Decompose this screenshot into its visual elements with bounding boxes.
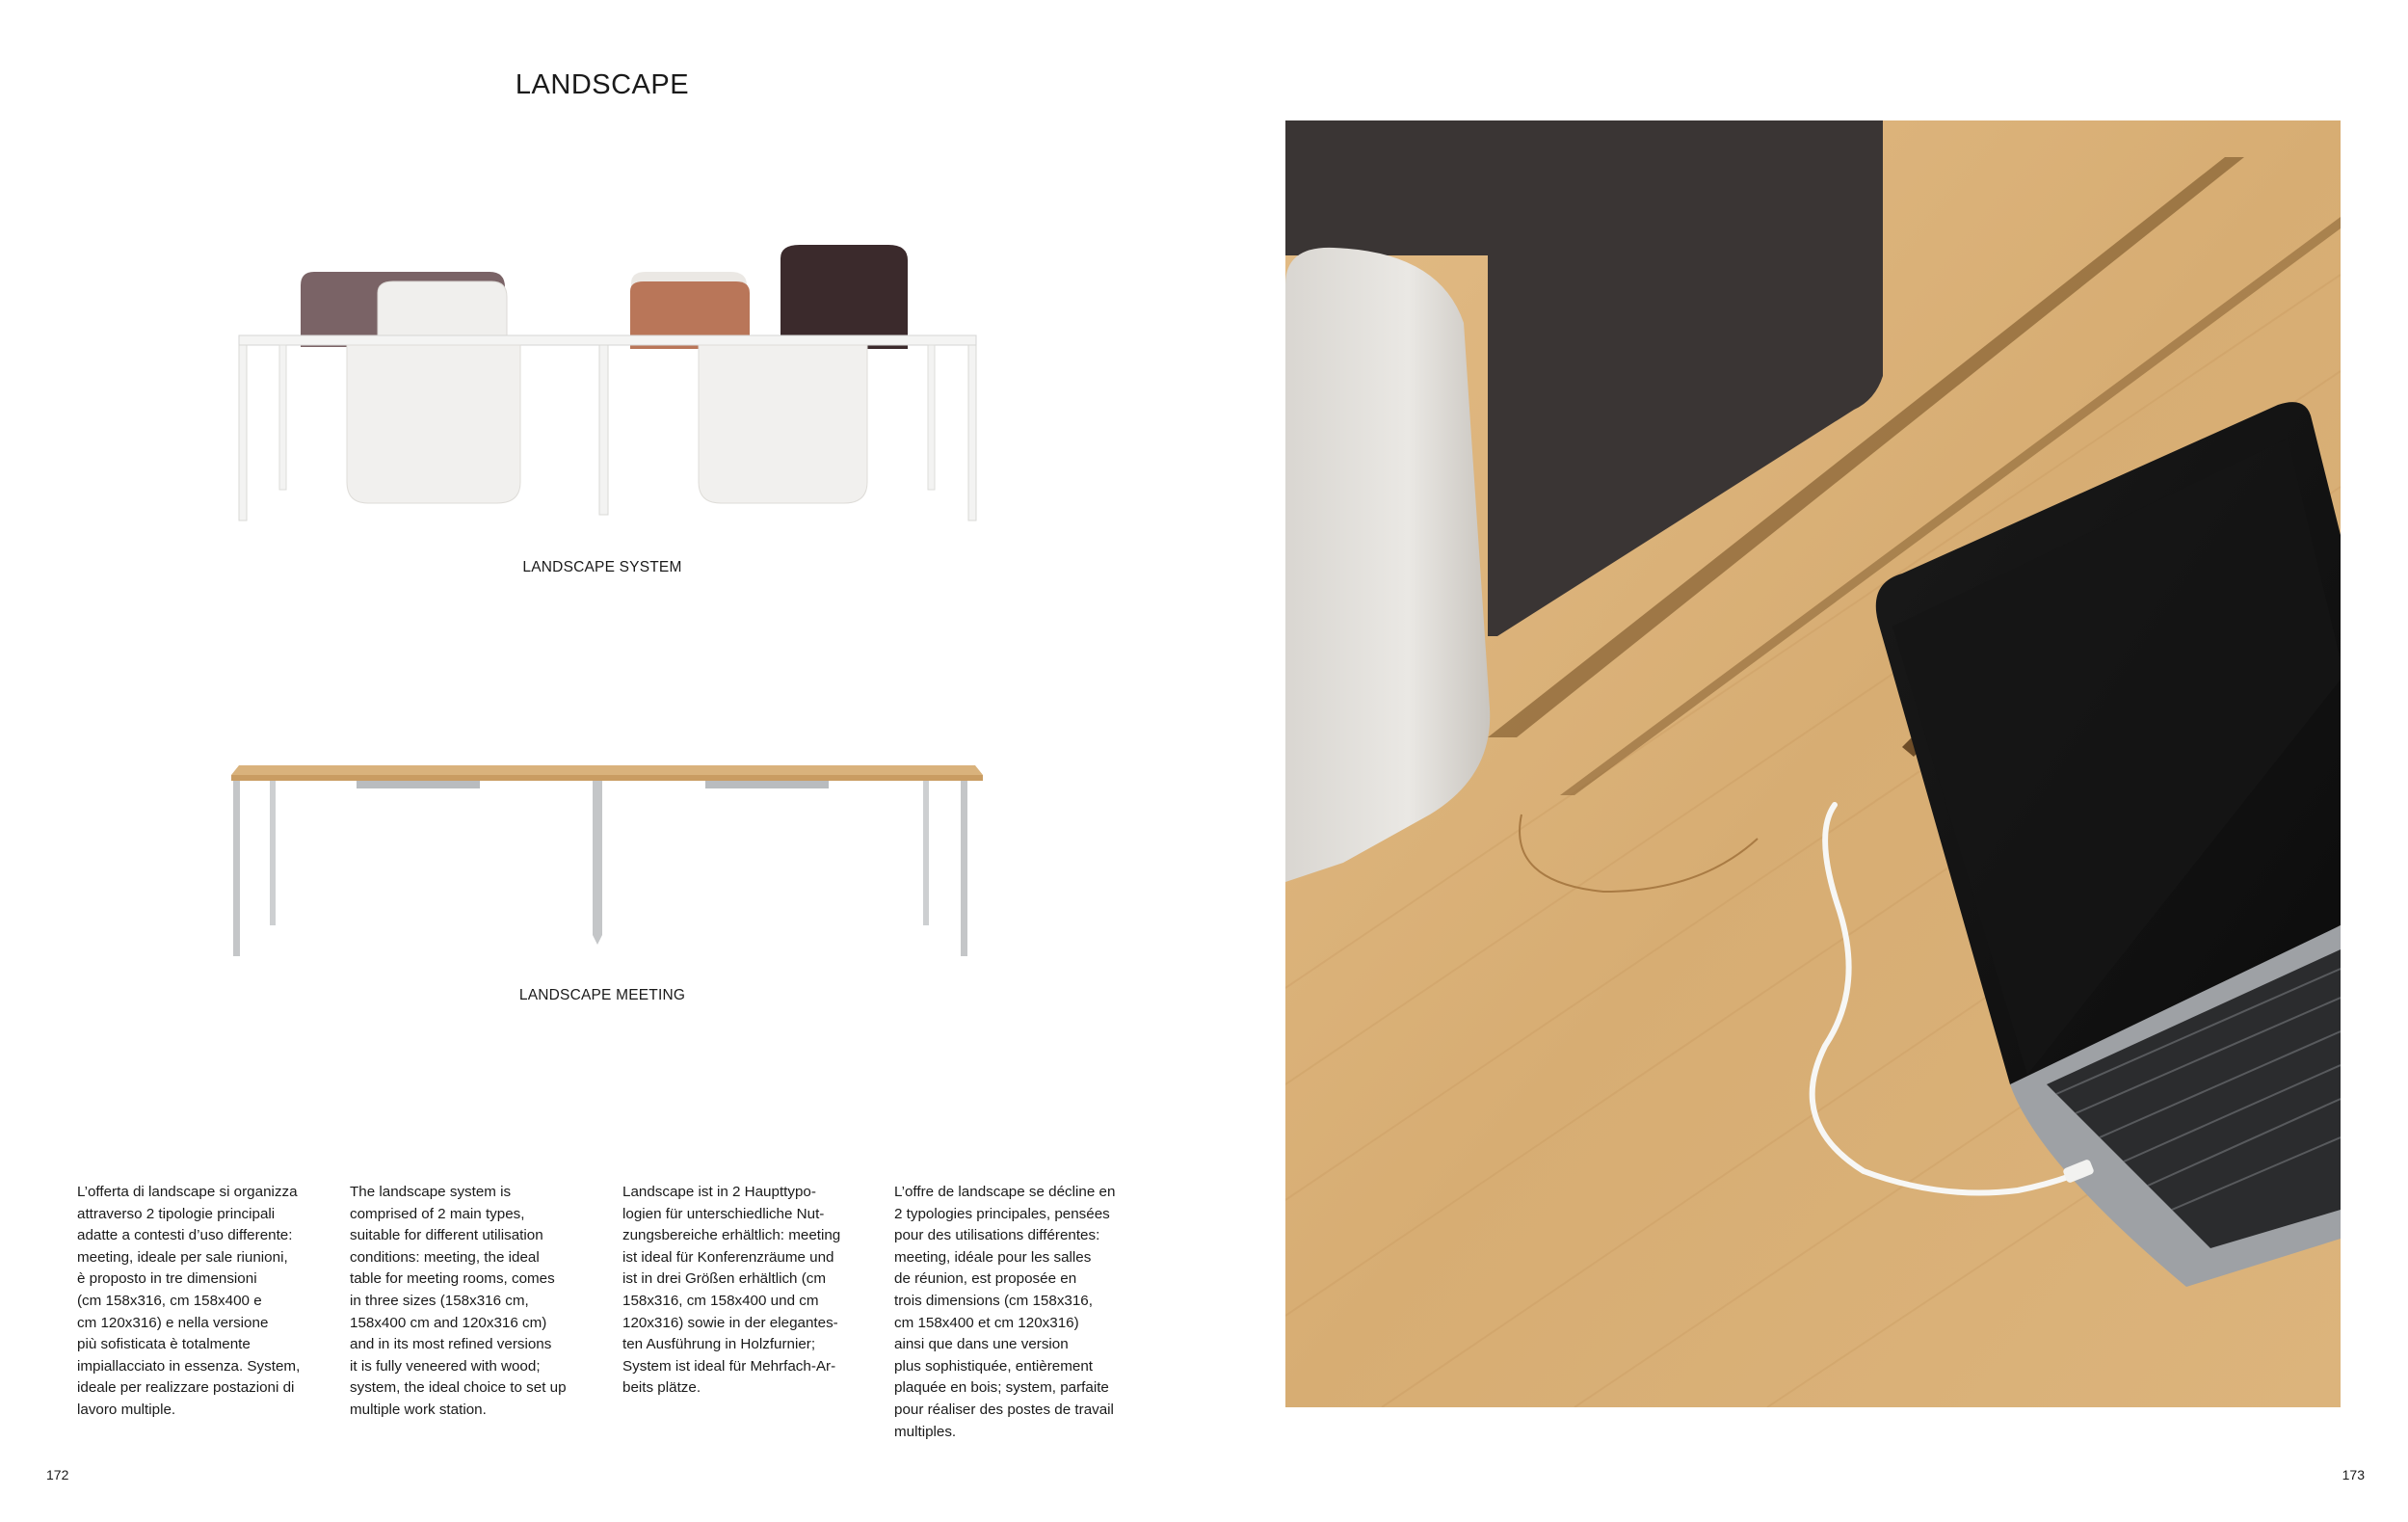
- meeting-oak-tabletop: [231, 765, 983, 775]
- system-leg: [928, 345, 935, 490]
- white-shell-screen: [1285, 248, 1490, 882]
- caption-landscape-system: LANDSCAPE SYSTEM: [522, 559, 682, 575]
- system-leg: [968, 345, 976, 521]
- landscape-meeting-image: [212, 752, 1002, 974]
- desk-laptop-photo-drawing: [1285, 120, 2341, 1407]
- cable-tray-left: [357, 781, 480, 788]
- page-number-right: 173: [2342, 1467, 2365, 1482]
- left-pedestal: [347, 345, 520, 503]
- body-text-italian: L’offerta di landscape si organizza attraverso 2 tipologie principali adatte a contesti d’uso differente: meeting, ideale per sale riunioni, è proposto in tre dimensioni (cm 158x316, cm 158x400 e cm 120x316) e nella versione più sofisticata è totalmente impiallacciato in essenza. System, ideale per realizzare postazioni di lavoro multiple.: [77, 1184, 301, 1418]
- meeting-tabletop-edge: [231, 775, 983, 781]
- body-text-german: Landscape ist in 2 Haupttypo- logien für unterschiedliche Nut- zungsbereiche erhältlich: meeting ist ideal für Konferenzräume und ist in drei Größen erhältlich (cm 158x316, cm 158x400 und cm 120x316) sowie in der elegantes- ten Ausführung in Holzfurnier; System ist ideal für Mehrfach-Ar- beits plätze.: [622, 1184, 841, 1397]
- landscape-meeting-drawing: [212, 752, 1002, 974]
- page-title: LANDSCAPE: [515, 69, 690, 100]
- cable-tray-right: [705, 781, 829, 788]
- dark-chair-back: [781, 245, 908, 349]
- right-pedestal: [699, 345, 867, 503]
- landscape-system-drawing: [222, 231, 992, 540]
- meeting-leg: [923, 781, 929, 925]
- body-text-french: L’offre de landscape se décline en 2 typologies principales, pensées pour des utilisations différentes: meeting, idéale pour les salles de réunion, est proposée en trois dimensions (cm 158x316, cm 158x400 et cm 120x316) ainsi que dans une version plus sophistiquée, entièrement plaquée en bois; system, parfaite pour réaliser des postes de travail multiples.: [894, 1184, 1116, 1440]
- system-leg: [599, 345, 608, 515]
- page-number-left: 172: [46, 1467, 69, 1482]
- right-page: [1204, 0, 2408, 1522]
- caption-landscape-meeting: LANDSCAPE MEETING: [518, 987, 686, 1003]
- system-leg: [279, 345, 286, 490]
- meeting-leg: [270, 781, 276, 925]
- system-tabletop: [239, 335, 976, 345]
- felt-divider-panel-top: [1285, 120, 1488, 255]
- meeting-leg: [961, 781, 967, 956]
- system-leg: [239, 345, 247, 521]
- meeting-leg: [233, 781, 240, 956]
- desk-laptop-photo: [1285, 120, 2341, 1407]
- landscape-system-image: [222, 231, 992, 540]
- body-text-english: The landscape system is comprised of 2 main types, suitable for different utilisation conditions: meeting, the ideal table for meeting rooms, comes in three sizes (158x316 cm, 158x400 cm and 120x316 cm) and in its most refined versions it is fully veneered with wood; system, the ideal choice to set up multiple work station.: [350, 1184, 567, 1418]
- meeting-leg: [593, 781, 602, 945]
